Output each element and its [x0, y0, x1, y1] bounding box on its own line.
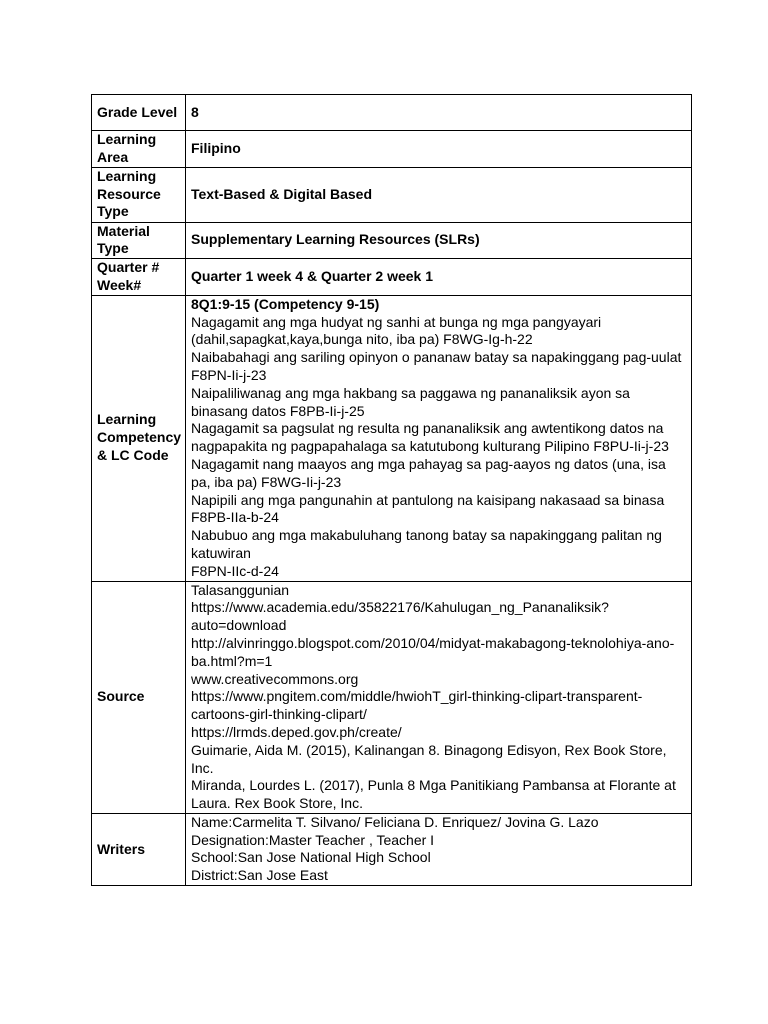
competency-line: Nabubuo ang mga makabuluhang tanong batay sa napakinggang palitan ng katuwiran	[191, 527, 662, 561]
resource-type-label: Learning Resource Type	[92, 167, 186, 222]
competency-line: Nagagamit nang maayos ang mga pahayag sa pag-aayos ng datos (una, isa pa, iba pa) F8WG-Ii-j-23	[191, 455, 666, 490]
table-row	[92, 295, 692, 581]
competency-label: Learning Competency & LC Code	[92, 295, 186, 581]
learning-area-value: Filipino	[186, 131, 692, 168]
writers-line: Name:Carmelita T. Silvano/ Feliciana D. Enriquez/ Jovina G. Lazo	[191, 813, 599, 830]
competency-line: Naipaliliwanag ang mga hakbang sa paggawa ng pananaliksik ayon sa binasang datos F8PB-Ii-j-25	[191, 384, 630, 419]
material-type-value: Supplementary Learning Resources (SLRs)	[186, 222, 692, 259]
table-row	[92, 259, 692, 296]
source-line: Guimarie, Aida M. (2015), Kalinangan 8. Binagong Edisyon, Rex Book Store, Inc.	[191, 741, 667, 776]
competency-line: F8PB-IIa-b-24	[191, 509, 279, 526]
writers-line: District:San Jose East	[191, 867, 328, 884]
source-line: Talasanggunian	[191, 581, 290, 598]
competency-line: F8PN-IIc-d-24	[191, 562, 279, 579]
competency-heading: 8Q1:9-15 (Competency 9-15)	[191, 295, 380, 312]
table-row	[92, 95, 692, 131]
competency-line: Napipili ang mga pangunahin at pantulong na kaisipang nakasaad sa binasa	[191, 491, 665, 508]
grade-level-label: Grade Level	[92, 95, 186, 131]
source-link: https://www.academia.edu/35822176/Kahulugan_ng_Pananaliksik?auto=download	[191, 599, 609, 634]
writers-label: Writers	[92, 813, 186, 885]
source-label: Source	[92, 581, 186, 813]
source-link: https://www.pngitem.com/middle/hwiohT_girl-thinking-clipart-transparent-cartoons-girl-thinking-clipart/	[191, 688, 643, 723]
table-row	[92, 222, 692, 259]
source-link: http://alvinringgo.blogspot.com/2010/04/midyat-makabagong-teknolohiya-ano-ba.html?m=1	[191, 634, 675, 669]
learning-area-label: Learning Area	[92, 131, 186, 168]
writers-line: Designation:Master Teacher , Teacher I	[191, 831, 435, 848]
table-row	[92, 813, 692, 885]
source-line: Miranda, Lourdes L. (2017), Punla 8 Mga Panitikiang Pambansa at Florante at Laura. Rex Book Store, Inc.	[191, 777, 676, 812]
competency-line: Nagagamit ang mga hudyat ng sanhi at bunga ng mga pangyayari (dahil,sapagkat,kaya,bunga nito, iba pa) F8WG-Ig-h-22	[191, 313, 602, 348]
table-row	[92, 167, 692, 222]
source-link: https://lrmds.deped.gov.ph/create/	[191, 723, 402, 740]
grade-level-value: 8	[186, 95, 692, 131]
writers-value	[186, 813, 692, 885]
competency-line: Nagagamit sa pagsulat ng resulta ng pananaliksik ang awtentikong datos na nagpapakita ng pagpapahalaga sa katutubong kulturang Pilipino F8PU-Ii-j-23	[191, 420, 669, 455]
quarter-week-label: Quarter # Week#	[92, 259, 186, 296]
source-link: www.creativecommons.org	[191, 670, 359, 687]
competency-value	[186, 295, 692, 581]
learning-resource-info-table	[91, 94, 692, 886]
competency-line: Naibabahagi ang sariling opinyon o pananaw batay sa napakinggang pag-uulat F8PN-Ii-j-23	[191, 349, 682, 383]
quarter-week-value: Quarter 1 week 4 & Quarter 2 week 1	[186, 259, 692, 296]
table-row	[92, 131, 692, 168]
resource-type-value: Text-Based & Digital Based	[186, 167, 692, 222]
source-value	[186, 581, 692, 813]
material-type-label: Material Type	[92, 222, 186, 259]
table-row	[92, 581, 692, 813]
writers-line: School:San Jose National High School	[191, 849, 431, 866]
